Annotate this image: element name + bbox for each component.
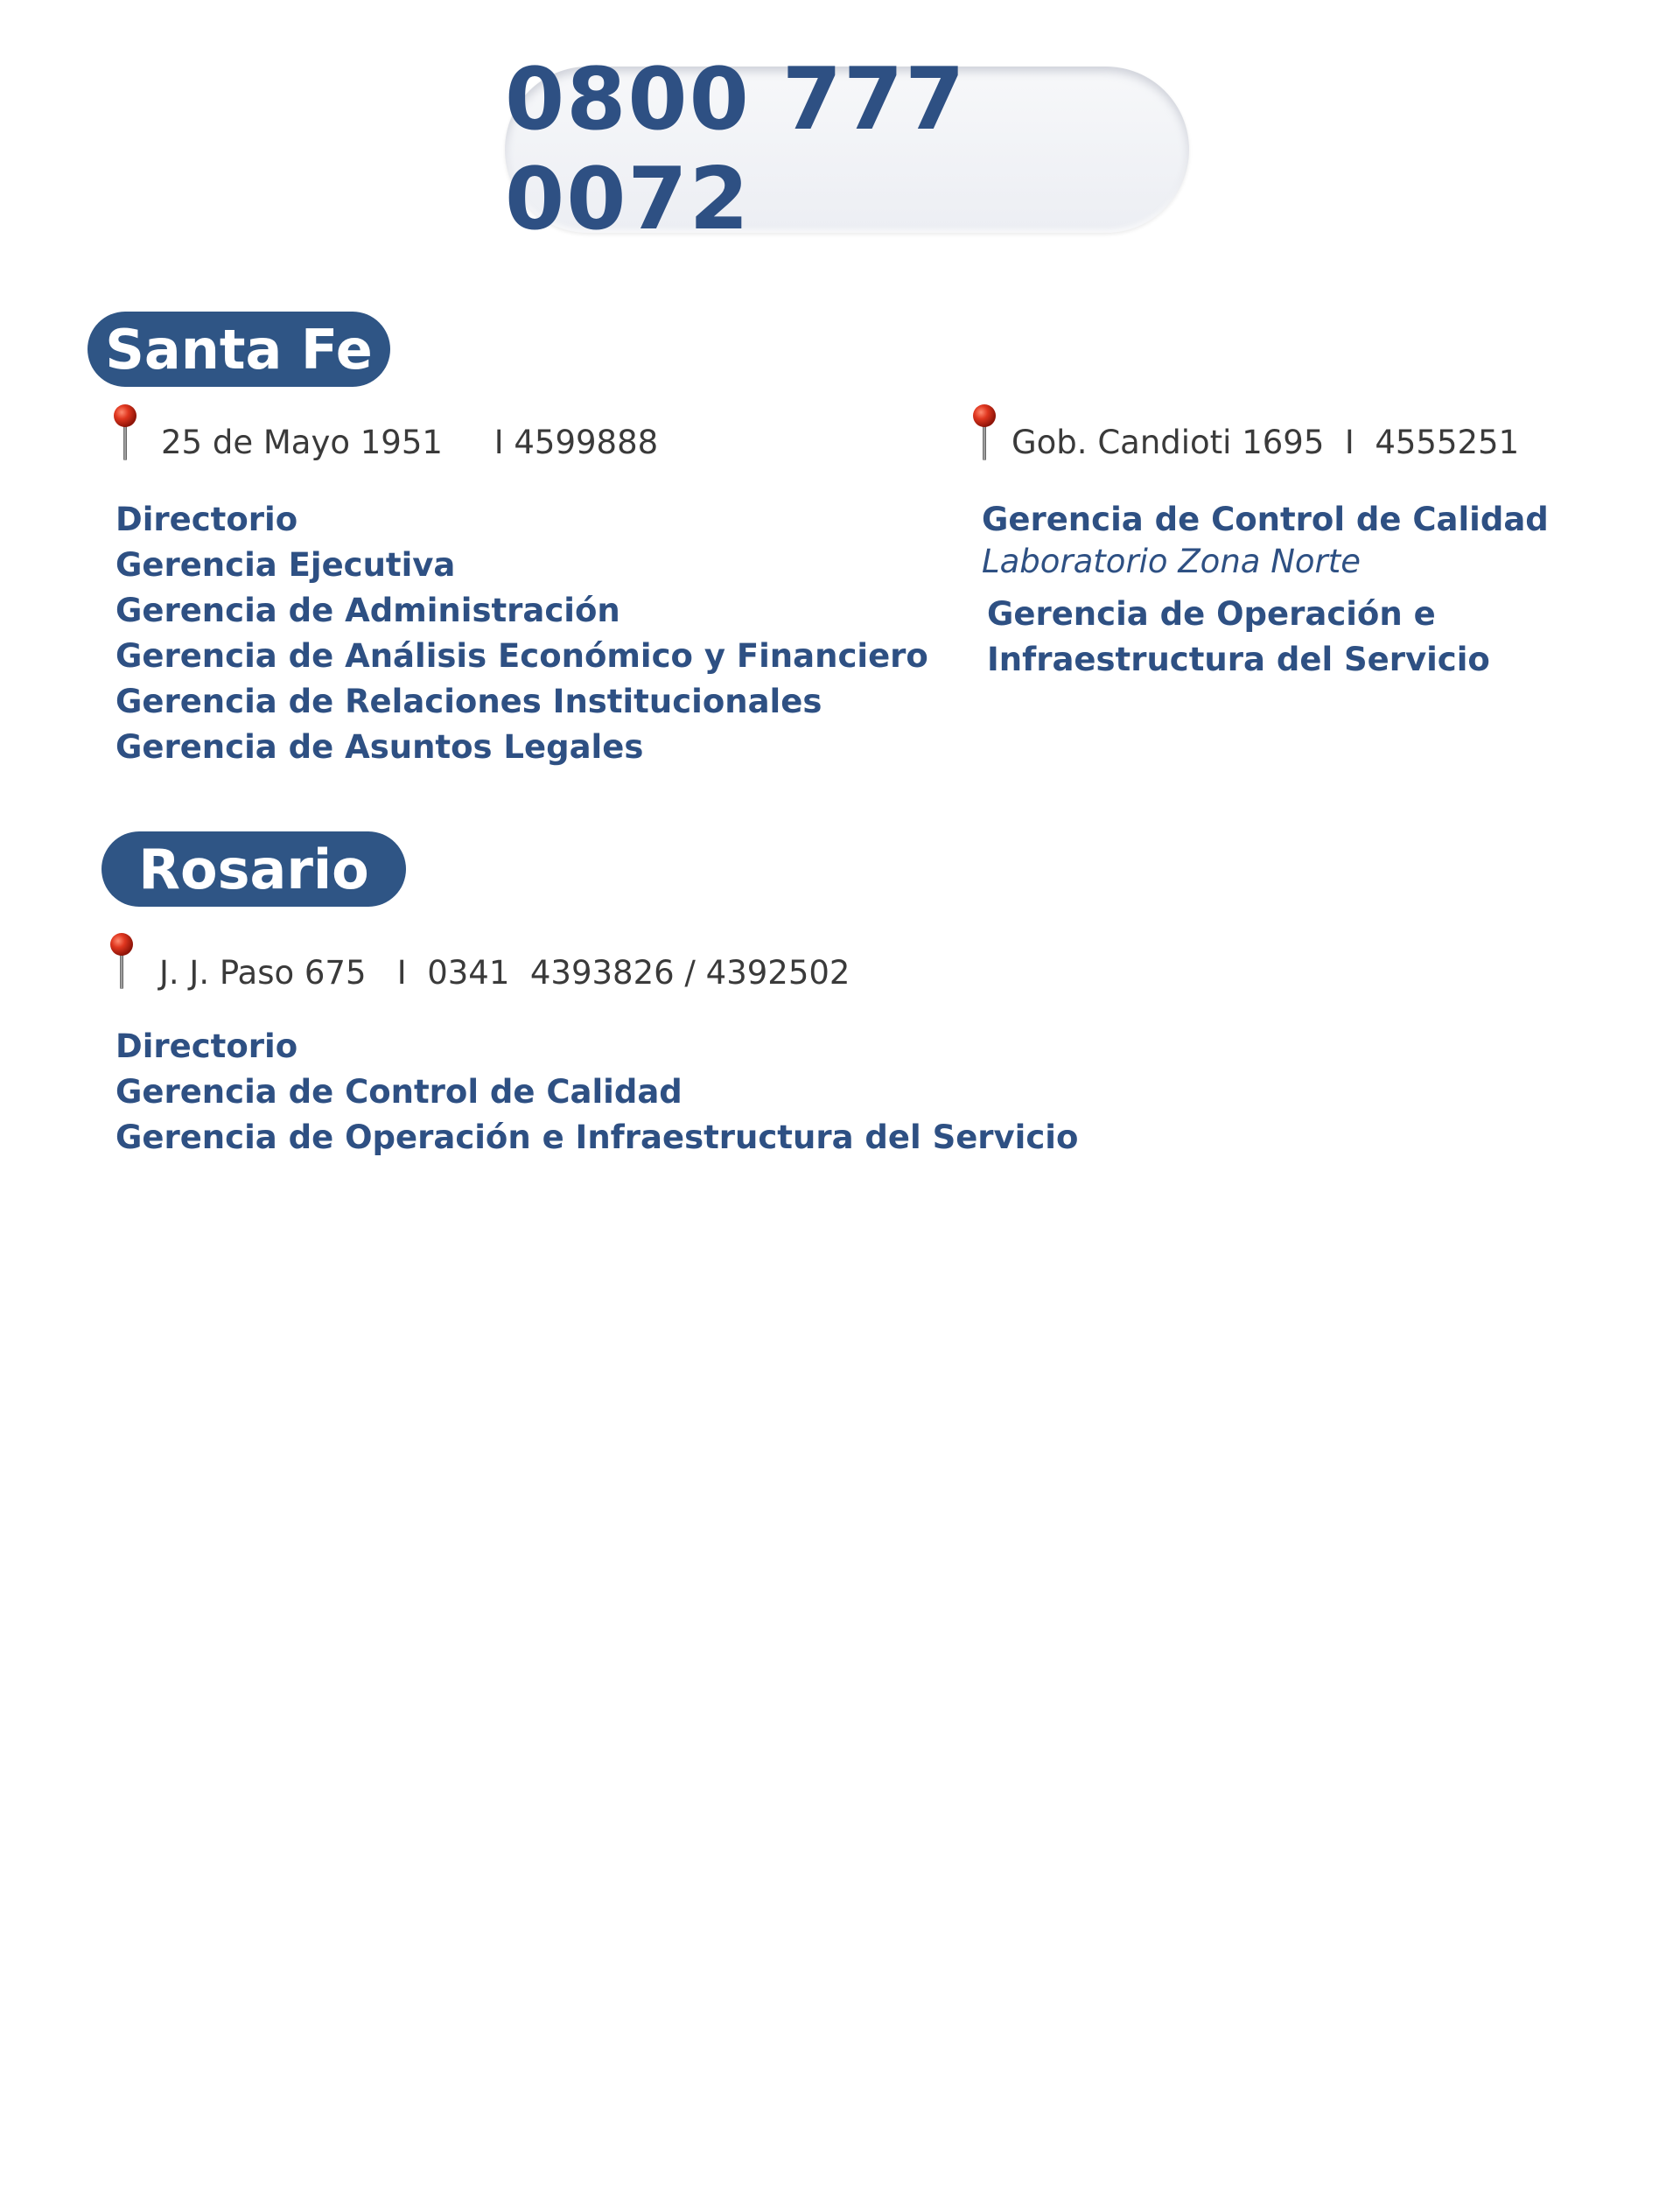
map-pin-icon: [971, 403, 998, 462]
list-item: Gerencia de Control de Calidad: [982, 501, 1549, 538]
office-address: 25 de Mayo 1951 I 4599888: [161, 424, 659, 461]
city-title: Santa Fe: [105, 317, 373, 382]
list-item: Infraestructura del Servicio: [987, 641, 1490, 678]
city-title: Rosario: [138, 837, 369, 901]
list-item: Gerencia de Análisis Económico y Financiero: [116, 637, 928, 675]
list-item: Directorio: [116, 501, 298, 538]
list-item: Gerencia de Asuntos Legales: [116, 728, 644, 766]
list-item: Directorio: [116, 1027, 298, 1065]
list-item: Gerencia Ejecutiva: [116, 546, 456, 584]
list-item: Gerencia de Control de Calidad: [116, 1073, 682, 1111]
list-item: Gerencia de Operación e Infraestructura del Servicio: [116, 1119, 1079, 1156]
list-item: Gerencia de Relaciones Institucionales: [116, 683, 822, 720]
phone-number[interactable]: 0800 777 0072: [505, 50, 967, 249]
phone-number-banner: [505, 50, 1189, 249]
department-list: [116, 497, 928, 770]
department-list: [116, 1024, 1078, 1161]
city-heading-santa-fe: [88, 312, 390, 387]
city-heading-rosario: [102, 831, 406, 907]
office-address: J. J. Paso 675 I 0341 4393826 / 4392502: [159, 954, 850, 992]
department-list: [987, 592, 1490, 683]
map-pin-icon: [108, 931, 135, 991]
list-item: Gerencia de Operación e: [987, 595, 1436, 633]
map-pin-icon: [112, 403, 138, 462]
department-list: [982, 497, 1549, 543]
office-address: Gob. Candioti 1695 I 4555251: [1012, 424, 1520, 461]
list-item: Gerencia de Administración: [116, 592, 620, 629]
department-note: Laboratorio Zona Norte: [982, 543, 1361, 580]
